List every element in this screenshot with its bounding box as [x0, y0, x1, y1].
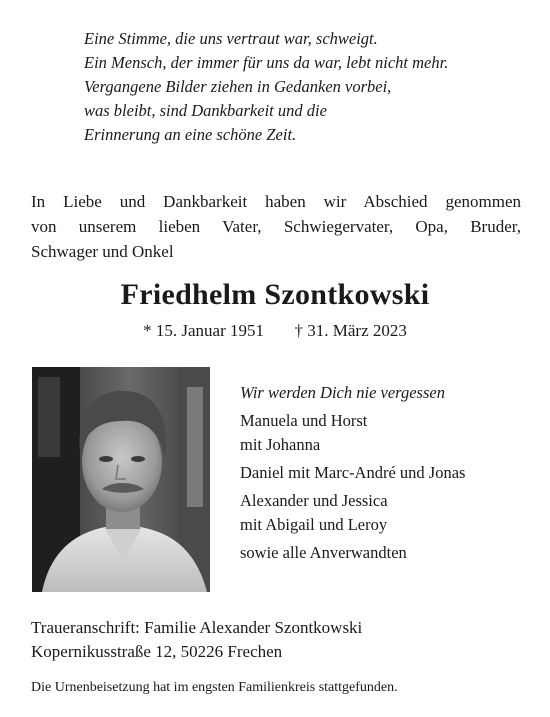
poem-line: Eine Stimme, die uns vertraut war, schweigt. [84, 29, 378, 48]
mourner-line: Daniel mit Marc-André und Jonas [240, 463, 466, 482]
mourner-line: Alexander und Jessica [240, 491, 388, 510]
mourners-list [240, 381, 540, 569]
death-date: 31. März 2023 [307, 321, 407, 340]
mourner-line: sowie alle Anverwandten [240, 543, 407, 562]
address-line: Traueranschrift: Familie Alexander Szontkowski [31, 618, 363, 637]
mourner-group [240, 461, 540, 485]
mourner-line: mit Abigail und Leroy [240, 515, 388, 534]
death-symbol: † [294, 321, 303, 340]
birth-date: 15. Januar 1951 [155, 321, 264, 340]
poem [84, 27, 534, 147]
poem-line: was bleibt, sind Dankbarkeit und die [84, 101, 327, 120]
birth-symbol: * [143, 321, 152, 340]
intro-line: von unserem lieben Vater, Schwiegervater, Opa, Bruder, [31, 217, 521, 236]
address-line: Kopernikusstraße 12, 50226 Frechen [31, 642, 283, 661]
motto: Wir werden Dich nie vergessen [240, 383, 445, 402]
poem-line: Erinnerung an eine schöne Zeit. [84, 125, 297, 144]
deceased-name: Friedhelm Szontkowski [120, 278, 430, 311]
poem-line: Ein Mensch, der immer für uns da war, lebt nicht mehr. [84, 53, 449, 72]
mourner-group [240, 541, 540, 565]
mourner-line: Manuela und Horst [240, 411, 368, 430]
portrait-photo [32, 367, 210, 592]
intro-line: Schwager und Onkel [31, 242, 174, 261]
poem-line: Vergangene Bilder ziehen in Gedanken vorbei, [84, 77, 392, 96]
intro-text [31, 189, 521, 264]
mourner-line: mit Johanna [240, 435, 321, 454]
intro-line: In Liebe und Dankbarkeit haben wir Abschied genommen [31, 192, 521, 211]
mourner-group [240, 489, 540, 537]
condolence-address [31, 616, 362, 664]
burial-note: Die Urnenbeisetzung hat im engsten Familienkreis stattgefunden. [31, 680, 398, 695]
life-dates [0, 321, 550, 341]
mourner-group [240, 409, 540, 457]
